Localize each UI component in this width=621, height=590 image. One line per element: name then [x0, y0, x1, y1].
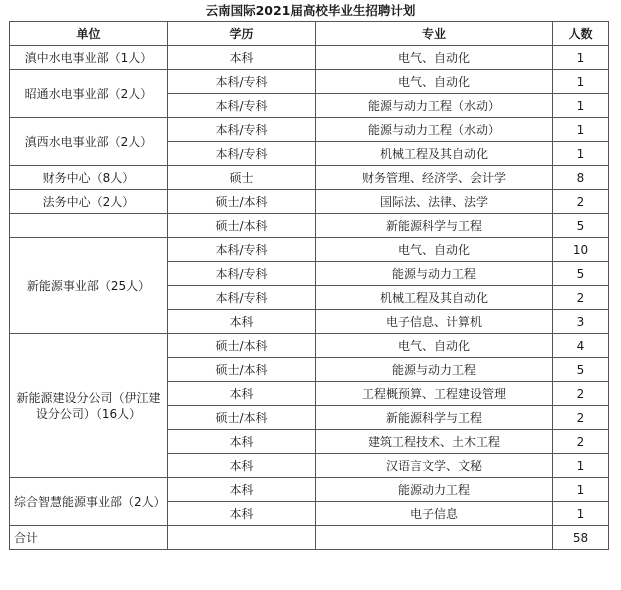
- count-cell: 1: [553, 118, 609, 142]
- recruitment-table: [9, 21, 609, 550]
- count-cell: 2: [553, 382, 609, 406]
- table-row: [10, 238, 609, 262]
- count-cell: 5: [553, 262, 609, 286]
- count-cell: 2: [553, 430, 609, 454]
- major-cell: 国际法、法律、法学: [316, 190, 553, 214]
- unit-cell: 滇西水电事业部（2人）: [10, 118, 168, 166]
- count-cell: 1: [553, 46, 609, 70]
- major-cell: 能源与动力工程（水动）: [316, 94, 553, 118]
- count-cell: 2: [553, 406, 609, 430]
- table-header-row: [10, 22, 609, 46]
- degree-cell: 本科/专科: [168, 262, 316, 286]
- count-cell: 3: [553, 310, 609, 334]
- table-row: [10, 118, 609, 142]
- major-cell: 电气、自动化: [316, 70, 553, 94]
- degree-cell: 硕士/本科: [168, 334, 316, 358]
- major-cell: 机械工程及其自动化: [316, 142, 553, 166]
- table-row: [10, 214, 609, 238]
- major-cell: 电气、自动化: [316, 46, 553, 70]
- major-cell: 建筑工程技术、土木工程: [316, 430, 553, 454]
- degree-cell: 硕士/本科: [168, 358, 316, 382]
- unit-cell: 财务中心（8人）: [10, 166, 168, 190]
- total-empty-major: [316, 526, 553, 550]
- degree-cell: 本科/专科: [168, 142, 316, 166]
- degree-cell: 本科: [168, 502, 316, 526]
- degree-cell: 硕士: [168, 166, 316, 190]
- count-cell: 5: [553, 358, 609, 382]
- count-cell: 1: [553, 454, 609, 478]
- unit-cell: 新能源事业部（25人）: [10, 238, 168, 334]
- count-cell: 4: [553, 334, 609, 358]
- major-cell: 机械工程及其自动化: [316, 286, 553, 310]
- table-row: [10, 70, 609, 94]
- header-unit: 单位: [10, 22, 168, 46]
- degree-cell: 本科: [168, 478, 316, 502]
- degree-cell: 本科: [168, 310, 316, 334]
- total-label: 合计: [10, 526, 168, 550]
- count-cell: 2: [553, 190, 609, 214]
- major-cell: 电气、自动化: [316, 334, 553, 358]
- degree-cell: 本科/专科: [168, 286, 316, 310]
- degree-cell: 本科: [168, 382, 316, 406]
- count-cell: 1: [553, 70, 609, 94]
- degree-cell: 本科/专科: [168, 238, 316, 262]
- major-cell: 工程概预算、工程建设管理: [316, 382, 553, 406]
- count-cell: 1: [553, 478, 609, 502]
- table-row: [10, 190, 609, 214]
- unit-cell: 新能源建设分公司（伊江建设分公司）（16人）: [10, 334, 168, 478]
- degree-cell: 硕士/本科: [168, 214, 316, 238]
- table-row: [10, 478, 609, 502]
- major-cell: 能源与动力工程: [316, 262, 553, 286]
- major-cell: 新能源科学与工程: [316, 406, 553, 430]
- count-cell: 1: [553, 142, 609, 166]
- degree-cell: 本科/专科: [168, 94, 316, 118]
- degree-cell: 硕士/本科: [168, 190, 316, 214]
- count-cell: 10: [553, 238, 609, 262]
- degree-cell: 本科/专科: [168, 118, 316, 142]
- major-cell: 能源与动力工程（水动）: [316, 118, 553, 142]
- major-cell: 电气、自动化: [316, 238, 553, 262]
- header-major: 专业: [316, 22, 553, 46]
- major-cell: 汉语言文学、文秘: [316, 454, 553, 478]
- unit-cell: 滇中水电事业部（1人）: [10, 46, 168, 70]
- header-degree: 学历: [168, 22, 316, 46]
- degree-cell: 硕士/本科: [168, 406, 316, 430]
- unit-cell: 昭通水电事业部（2人）: [10, 70, 168, 118]
- total-empty-degree: [168, 526, 316, 550]
- count-cell: 1: [553, 94, 609, 118]
- major-cell: 电子信息、计算机: [316, 310, 553, 334]
- unit-cell: [10, 214, 168, 238]
- degree-cell: 本科: [168, 46, 316, 70]
- major-cell: 财务管理、经济学、会计学: [316, 166, 553, 190]
- count-cell: 2: [553, 286, 609, 310]
- degree-cell: 本科/专科: [168, 70, 316, 94]
- unit-cell: 法务中心（2人）: [10, 190, 168, 214]
- major-cell: 能源与动力工程: [316, 358, 553, 382]
- major-cell: 新能源科学与工程: [316, 214, 553, 238]
- table-row: [10, 334, 609, 358]
- total-count: 58: [553, 526, 609, 550]
- page-title: 云南国际2021届高校毕业生招聘计划: [205, 3, 416, 18]
- count-cell: 5: [553, 214, 609, 238]
- table-row: [10, 166, 609, 190]
- degree-cell: 本科: [168, 454, 316, 478]
- count-cell: 8: [553, 166, 609, 190]
- total-row: [10, 526, 609, 550]
- major-cell: 能源动力工程: [316, 478, 553, 502]
- degree-cell: 本科: [168, 430, 316, 454]
- header-count: 人数: [553, 22, 609, 46]
- table-row: [10, 46, 609, 70]
- count-cell: 1: [553, 502, 609, 526]
- unit-cell: 综合智慧能源事业部（2人）: [10, 478, 168, 526]
- major-cell: 电子信息: [316, 502, 553, 526]
